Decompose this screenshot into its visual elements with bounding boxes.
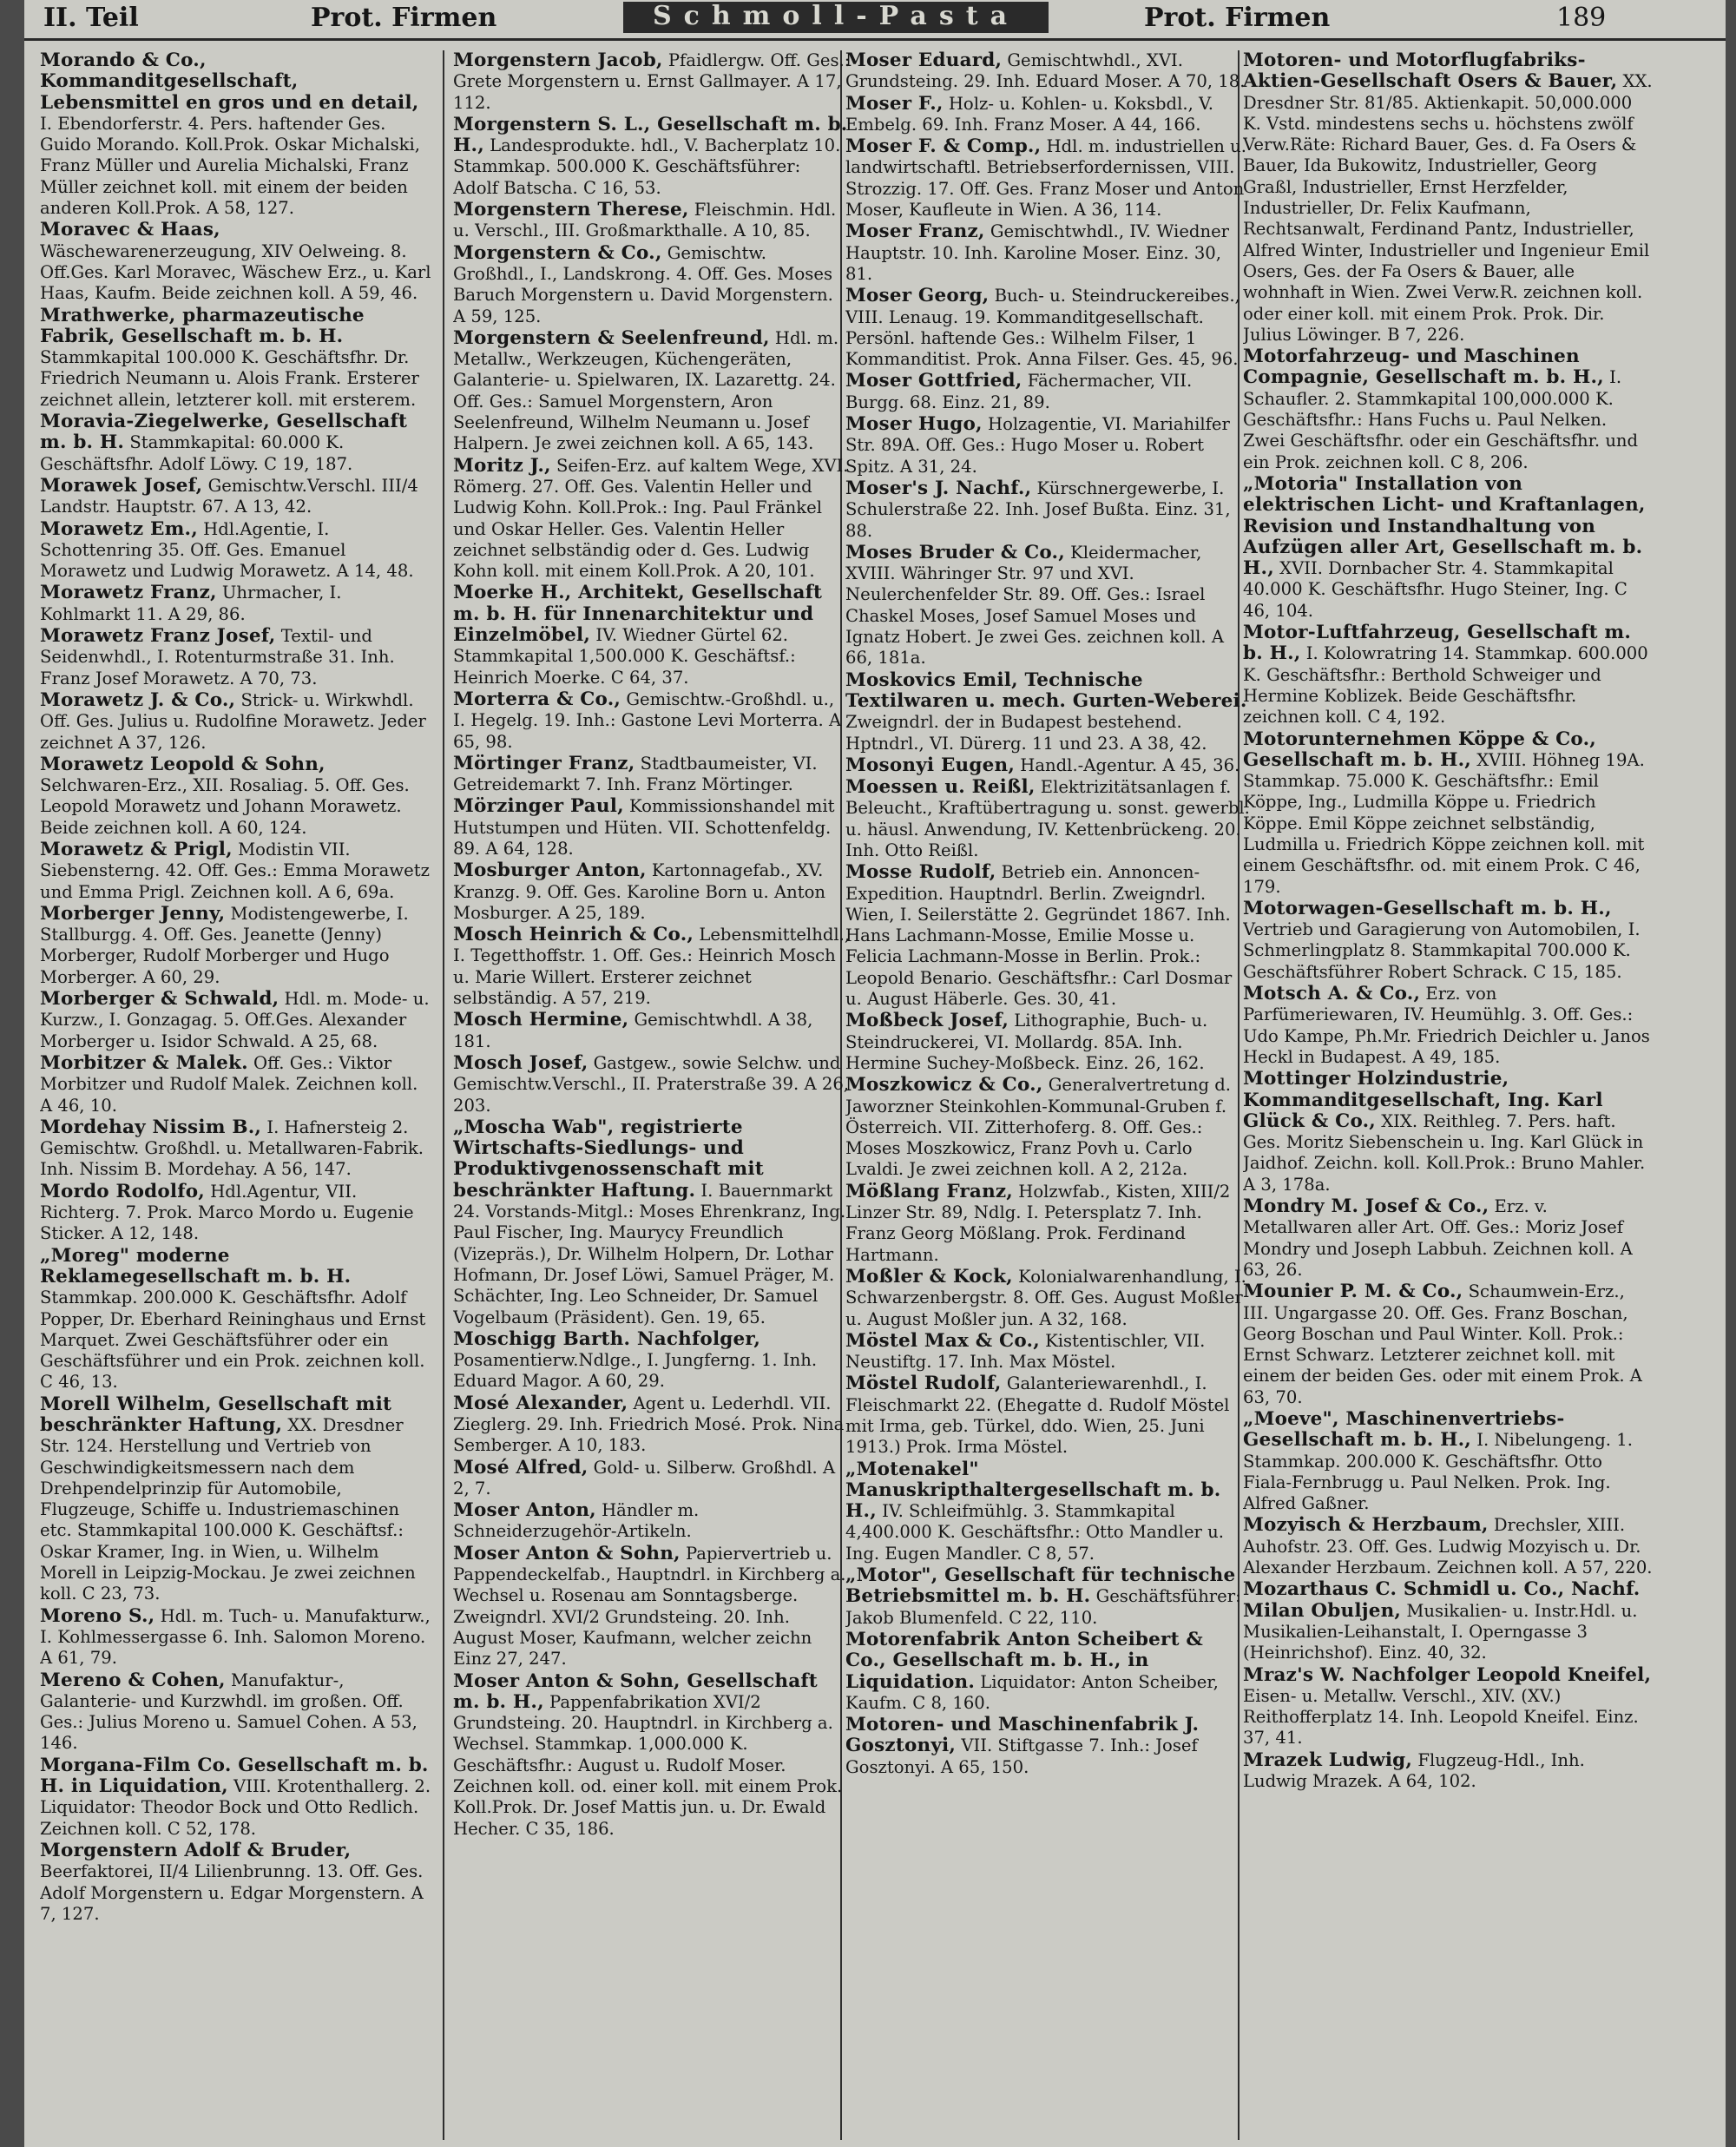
firm-details: Elektrizitätsanlagen f. Beleucht., Kraftübertragung u. sonst. gewerbl. u. häusl. Anwendung, IV. Kettenbrückeng. 20. Inh. Otto Reißl.	[845, 777, 1250, 860]
firm-name: Mosch Heinrich & Co.,	[453, 924, 694, 946]
firm-details: XX. Dresdner Str. 124. Herstellung und Vertrieb von Geschwindigkeitsmessern nach dem Drehpendelprinzip für Automobile, Flugzeuge, Schiffe u. Industriemaschinen etc. Stammkapital 100.000 K. Geschäftsf.: Oskar Kramer, Ing. in Wien, u. Wilhelm Morell in Leipzig-Mockau. Je zwei zeichnen koll. C 23, 73.	[40, 1415, 416, 1604]
firm-details: Fächermacher, VII. Burgg. 68. Einz. 21, 89.	[845, 371, 1193, 412]
firm-details: Gemischtw.Verschl. III/4 Landstr. Hauptstr. 67. A 13, 42.	[40, 475, 418, 517]
page-number: 189	[1556, 3, 1607, 33]
firm-name: Morgenstern Adolf & Bruder,	[40, 1839, 352, 1861]
directory-entry	[453, 796, 851, 859]
firm-name: „Motenakel" Manuskripthaltergesellschaft m. b. H.,	[845, 1458, 1221, 1523]
directory-entry	[453, 50, 851, 114]
firm-details: Gemischtw.-Großhdl. u., I. Hegelg. 19. Inh.: Gastone Levi Morterra. A 65, 98.	[453, 688, 842, 752]
directory-entry	[1243, 1196, 1653, 1281]
firm-name: Moser's J. Nachf.,	[845, 477, 1032, 499]
firm-details: XVII. Dornbacher Str. 4. Stammkapital 40.000 K. Geschäftsfhr. Hugo Steiner, Ing. C 46, 104.	[1243, 558, 1628, 621]
directory-entry	[40, 412, 432, 475]
directory-entry	[845, 1565, 1250, 1629]
firm-details: IV. Schleifmühlg. 3. Stammkapital 4,400.000 K. Geschäftsfhr.: Otto Mandler u. Ing. Eugen Mandler. C 8, 57.	[845, 1501, 1224, 1564]
firm-details: Pappenfabrikation XVI/2 Grundsteing. 20. Hauptndrl. in Kirchberg a. Wechsel. Stammkap. 1,000.000 K. Geschäftsfhr.: August u. Rudolf Moser. Zeichnen koll. od. einer koll. mit einem Prok. Koll.Prok. Dr. Josef Mattis jun. u. Dr. Ewald Hecher. C 35, 186.	[453, 1691, 843, 1839]
directory-entry	[40, 690, 432, 754]
firm-name: Motorunternehmen Köppe & Co., Gesellschaft m. b. H.,	[1243, 728, 1596, 771]
directory-entry	[1243, 622, 1653, 728]
firm-name: Mereno & Cohen,	[40, 1669, 226, 1691]
firm-name: Morawetz Leopold & Sohn,	[40, 753, 326, 775]
directory-entry	[845, 221, 1250, 285]
directory-entry	[1243, 1069, 1653, 1195]
firm-name: Motsch A. & Co.,	[1243, 983, 1421, 1005]
firm-details: VIII. Krotenthallerg. 2. Liquidator: Theodor Bock und Otto Redlich. Zeichnen koll. C 52, 178.	[40, 1776, 431, 1839]
firm-name: Moser Hugo,	[845, 413, 983, 436]
firm-name: Mosonyi Eugen,	[845, 754, 1016, 776]
firm-name: Morbitzer & Malek.	[40, 1051, 248, 1074]
firm-name: Mößlang Franz,	[845, 1180, 1013, 1202]
page-header	[24, 0, 1726, 41]
directory-entry	[453, 1544, 851, 1670]
firm-name: Mraz's W. Nachfolger Leopold Kneifel,	[1243, 1663, 1652, 1686]
directory-entry	[845, 1630, 1250, 1714]
firm-name: „Moscha Wab", registrierte Wirtschafts-Siedlungs- und Produktivgenossenschaft mit beschränkter Haftung.	[453, 1116, 764, 1202]
directory-entry	[453, 200, 851, 242]
firm-name: Morterra & Co.,	[453, 688, 621, 710]
directory-entry	[40, 220, 432, 304]
directory-entry	[40, 1841, 432, 1925]
firm-details: Manufaktur-, Galanterie- und Kurzwhdl. im großen. Off. Ges.: Julius Moreno u. Samuel Cohen. A 53, 146.	[40, 1670, 418, 1754]
firm-name: Moser Eduard,	[845, 50, 1003, 71]
directory-entry	[1243, 1409, 1653, 1514]
firm-details: Musikalien- u. Instr.Hdl. u. Musikalien-Leihanstalt, I. Operngasse 3 (Heinrichshof). Einz. 40, 32.	[1243, 1600, 1638, 1663]
directory-entry	[453, 1117, 851, 1328]
firm-details: Lithographie, Buch- u. Steindruckerei, VI. Mollardg. 85A. Inh. Hermine Suchey-Moßbeck. Einz. 26, 162.	[845, 1011, 1208, 1073]
firm-details: Kartonnagefab., XV. Kranzg. 9. Off. Ges. Karoline Born u. Anton Mosburger. A 25, 189.	[453, 860, 826, 923]
firm-name: Moser F. & Comp.,	[845, 135, 1042, 158]
firm-name: Mondry M. Josef & Co.,	[1243, 1195, 1489, 1218]
directory-entry	[453, 456, 851, 583]
directory-entry	[845, 1715, 1250, 1778]
directory-entry	[453, 1458, 851, 1500]
firm-details: Gold- u. Silberw. Großhdl. A 2, 7.	[453, 1457, 836, 1498]
directory-entry	[845, 755, 1250, 776]
firm-name: Morawetz & Prigl,	[40, 838, 233, 860]
directory-entry	[40, 1755, 432, 1840]
firm-name: Moser Anton & Sohn,	[453, 1542, 681, 1564]
firm-name: Morberger Jenny,	[40, 902, 226, 925]
firm-name: Morgenstern Jacob,	[453, 50, 663, 71]
directory-entry	[1243, 1750, 1653, 1793]
firm-name: Moser Franz,	[845, 221, 985, 243]
firm-name: Moravec & Haas,	[40, 219, 220, 241]
directory-entry	[453, 754, 851, 796]
firm-details: Hdl. m. Tuch- u. Manufakturw., I. Kohlmessergasse 6. Inh. Salomon Moreno. A 61, 79.	[40, 1605, 431, 1669]
firm-details: Eisen- u. Metallw. Verschl., XIV. (XV.) Reithofferplatz 14. Inh. Leopold Kneifel. Einz. 37, 41.	[1243, 1685, 1639, 1749]
firm-name: Moser Gottfried,	[845, 370, 1023, 392]
firm-name: Morgenstern & Co.,	[453, 241, 662, 264]
directory-entry	[453, 1329, 851, 1393]
firm-name: Moskovics Emil, Technische Textilwaren u. mech. Gurten-Weberei.	[845, 668, 1247, 712]
firm-details: Off. Ges.: Viktor Morbitzer und Rudolf Malek. Zeichnen koll. A 46, 10.	[40, 1052, 418, 1116]
firm-name: Mosé Alfred,	[453, 1456, 589, 1479]
firm-details: Pfaidlergw. Off. Ges.: Grete Morgenstern u. Ernst Gallmayer. A 17, 112.	[453, 50, 851, 113]
firm-name: „Moeve", Maschinenvertriebs-Gesellschaft m. b. H.,	[1243, 1408, 1565, 1452]
firm-details: Gastgew., sowie Selchw. und Gemischtw.Verschl., II. Praterstraße 39. A 26, 203.	[453, 1052, 850, 1116]
firm-name: Mottinger Holzindustrie, Kommanditgesellschaft, Ing. Karl Glück & Co.,	[1243, 1068, 1603, 1132]
firm-details: VII. Stiftgasse 7. Inh.: Josef Gosztonyi. A 65, 150.	[845, 1735, 1198, 1777]
firm-details: Selchwaren-Erz., XII. Rosaliag. 5. Off. Ges. Leopold Morawetz und Johann Morawetz. Beide zeichnen koll. A 60, 124.	[40, 775, 410, 838]
directory-entry	[453, 689, 851, 753]
firm-details: Holzagentie, VI. Mariahilfer Str. 89A. Off. Ges.: Hugo Moser u. Robert Spitz. A 31, 24.	[845, 414, 1230, 477]
directory-entry	[453, 860, 851, 924]
firm-name: Moerke H., Architekt, Gesellschaft m. b. H. für Innenarchitektur und Einzelmöbel,	[453, 582, 823, 647]
firm-details: Kleidermacher, XVIII. Währinger Str. 97 und XVI. Neulerchenfelder Str. 89. Off. Ges.: Israel Chaskel Moses, Josef Samuel Moses und Ignatz Hobert. Je zwei Ges. zeichnen koll. A 66, 181a.	[845, 542, 1224, 668]
directory-entry	[845, 1182, 1250, 1266]
firm-name: Motor-Luftfahrzeug, Gesellschaft m. b. H.,	[1243, 622, 1632, 665]
firm-details: IV. Wiedner Gürtel 62. Stammkapital 1,500.000 K. Geschäftsf.: Heinrich Moerke. C 64, 37.	[453, 625, 796, 688]
firm-details: Galanteriewarenhdl., I. Fleischmarkt 22. (Ehegatte d. Rudolf Möstel mit Irma, geb. Türkel, ddo. Wien, 25. Juni 1913.) Prok. Irma Möstel.	[845, 1373, 1230, 1458]
firm-details: Generalvertretung d. Jaworzner Steinkohlen-Kommunal-Gruben f. Österreich. VII. Zitterhoferg. 8. Off. Ges.: Moses Moszkowicz, Franz Povh u. Carlo Lvaldi. Je zwei zeichnen koll. A 2, 212a.	[845, 1075, 1232, 1180]
directory-entry	[1243, 1281, 1653, 1408]
directory-entry	[845, 478, 1250, 542]
firm-details: Kürschnergewerbe, I. Schulerstraße 22. Inh. Josef Bußta. Einz. 31, 88.	[845, 477, 1231, 541]
firm-name: Mosburger Anton,	[453, 859, 647, 882]
directory-entry	[845, 1331, 1250, 1373]
firm-details: I. Ebendorferstr. 4. Pers. haftender Ges. Guido Morando. Koll.Prok. Oskar Michalski, Franz Müller und Aurelia Michalski, Franz Müller zeichnet koll. mit einem der beiden anderen Koll.Prok. A 58, 127.	[40, 113, 420, 219]
firm-name: Moser Georg,	[845, 285, 990, 307]
firm-details: Wäschewarenerzeugung, XIV Oelweing. 8. Off.Ges. Karl Moravec, Wäschew Erz., u. Karl Haas, Kaufm. Beide zeichnen koll. A 59, 46.	[40, 240, 431, 304]
firm-name: Mosse Rudolf,	[845, 861, 996, 884]
firm-name: Mozarthaus C. Schmidl u. Co., Nachf. Milan Obuljen,	[1243, 1578, 1641, 1622]
firm-details: I. Schaufler. 2. Stammkapital 100,000.000 K. Geschäftsfhr.: Hans Fuchs u. Paul Nelken. Zwei Geschäftsfhr. oder ein Geschäftsfhr. und ein Prok. zeichnen koll. C 8, 206.	[1243, 367, 1639, 472]
directory-entry	[40, 904, 432, 988]
directory-entry	[40, 306, 432, 411]
advertisement-banner: Schmoll-Pasta	[623, 2, 1049, 33]
firm-name: Mordehay Nissim B.,	[40, 1116, 262, 1138]
firm-details: Erz. von Parfümeriewaren, IV. Heumühlg. 3. Off. Ges.: Udo Kampe, Ph.Mr. Friedrich Deichler u. Janos Heckl in Budapest. A 49, 185.	[1243, 984, 1650, 1067]
firm-name: Morando & Co., Kommanditgesellschaft, Lebensmittel en gros und en detail,	[40, 50, 419, 114]
firm-details: I. Kolowratring 14. Stammkap. 600.000 K. Geschäftsfhr.: Berthold Schweiger und Hermine Koblizek. Beide Geschäftsfhr. zeichnen koll. C 4, 192.	[1243, 643, 1648, 728]
firm-name: Moßbeck Josef,	[845, 1010, 1009, 1032]
firm-details: XIX. Reithleg. 7. Pers. haft. Ges. Moritz Siebenschein u. Ing. Karl Glück in Jaidhof. Zeichn. koll. Koll.Prok.: Bruno Mahler. A 3, 178a.	[1243, 1110, 1646, 1195]
directory-entry	[845, 1373, 1250, 1458]
directory-entry	[845, 414, 1250, 477]
firm-details: Betrieb ein. Annoncen-Expedition. Hauptndrl. Berlin. Zweigndrl. Wien, I. Seilerstätte 2. Gegründet 1867. Inh. Hans Lachmann-Mosse, Emilie Mosse u. Felicia Lachmann-Mosse in Berlin. Prok.: Leopold Benario. Geschäftsfhr.: Carl Dosmar u. August Häberle. Ges. 30, 41.	[845, 862, 1233, 1010]
firm-name: Morawetz Em.,	[40, 517, 198, 540]
firm-details: Stadtbaumeister, VI. Getreidemarkt 7. Inh. Franz Mörtinger.	[453, 753, 818, 795]
firm-name: Morell Wilhelm, Gesellschaft mit beschränkter Haftung,	[40, 1393, 392, 1436]
firm-details: Hdl. m. Mode- u. Kurzw., I. Gonzagag. 5. Off.Ges. Alexander Morberger u. Isidor Schwald. A 25, 68.	[40, 989, 430, 1051]
firm-name: Mörzinger Paul,	[453, 795, 624, 818]
firm-details: I. Nibelungeng. 1. Stammkap. 200.000 K. Geschäftsfhr. Otto Fiala-Fernbrugg u. Paul Nelken. Prok. Ing. Alfred Gaßner.	[1243, 1430, 1633, 1514]
firm-details: Textil- und Seidenwhdl., I. Rotenturmstraße 31. Inh. Franz Josef Morawetz. A 70, 73.	[40, 626, 395, 688]
directory-entry	[1243, 346, 1653, 473]
column-1	[40, 50, 432, 2140]
firm-details: Buch- u. Steindruckereibes., VIII. Lenaug. 19. Kommanditgesellschaft. Persönl. haftende Ges.: Wilhelm Filser, 1 Kommanditist. Prok. Anna Filser. Ges. 45, 96.	[845, 286, 1240, 370]
firm-details: Stammkapital 100.000 K. Geschäftsfhr. Dr. Friedrich Neumann u. Alois Frank. Ersterer zeichnet allein, letzterer koll. mit ersterem.	[40, 347, 419, 410]
directory-entry	[845, 670, 1250, 754]
firm-name: Moser Anton,	[453, 1499, 596, 1522]
firm-name: Moses Bruder & Co.,	[845, 541, 1065, 563]
firm-name: Mörtinger Franz,	[453, 752, 635, 774]
firm-name: Moravia-Ziegelwerke, Gesellschaft m. b. H.	[40, 411, 408, 454]
directory-entry	[453, 1393, 851, 1457]
firm-details: Kistentischler, VII. Neustiftg. 17. Inh. Max Möstel.	[845, 1330, 1206, 1373]
firm-name: Morgenstern Therese,	[453, 199, 689, 221]
firm-name: Morgenstern & Seelenfreund,	[453, 326, 770, 349]
directory-entry	[453, 583, 851, 688]
firm-details: Drechsler, XIII. Auhofstr. 23. Off. Ges. Ludwig Mozyisch u. Dr. Alexander Herzbaum. Zeichnen koll. A 57, 220.	[1243, 1515, 1653, 1578]
firm-name: Motorwagen-Gesellschaft m. b. H.,	[1243, 897, 1612, 919]
firm-details: Seifen-Erz. auf kaltem Wege, XVI. Römerg. 27. Off. Ges. Valentin Heller und Ludwig Kohn. Koll.Prok.: Ing. Paul Fränkel und Oskar Heller. Ges. Valentin Heller zeichnet selbständig oder d. Ges. Ludwig Kohn koll. mit einem Koll.Prok. A 20, 101.	[453, 455, 849, 582]
column-4	[1243, 50, 1653, 2140]
firm-name: Mounier P. M. & Co.,	[1243, 1281, 1463, 1303]
directory-entry	[40, 626, 432, 689]
firm-details: Papiervertrieb u. Pappendeckelfab., Hauptndrl. in Kirchberg a. Wechsel u. Rosenau am Sonntagsberge. Zweigndrl. XVI/2 Grundsteing. 20. Inh. August Moser, Kaufmann, welcher zeichn Einz 27, 247.	[453, 1543, 846, 1670]
part-label: II. Teil	[43, 3, 139, 33]
firm-details: Händler m. Schneiderzugehör-Artikeln.	[453, 1500, 700, 1542]
firm-details: Hdl.Agentie, I. Schottenring 35. Off. Ges. Emanuel Morawetz und Ludwig Morawetz. A 14, 48.	[40, 518, 414, 582]
directory-entry	[453, 328, 851, 455]
directory-entry	[845, 1011, 1250, 1074]
firm-details: Strick- u. Wirkwhdl. Off. Ges. Julius u. Rudolfine Morawetz. Jeder zeichnet A 37, 126.	[40, 689, 426, 753]
firm-name: Morgana-Film Co. Gesellschaft m. b. H. in Liquidation,	[40, 1754, 429, 1798]
firm-name: Möstel Max & Co.,	[845, 1329, 1040, 1352]
firm-details: Gemischtwhdl., XVI. Grundsteing. 29. Inh. Eduard Moser. A 70, 18.	[845, 50, 1246, 92]
directory-entry	[1243, 984, 1653, 1068]
directory-entry	[40, 476, 432, 518]
firm-name: Moreno S.,	[40, 1604, 155, 1627]
firm-details: Erz. v. Metallwaren aller Art. Off. Ges.: Moriz Josef Mondry und Joseph Labbuh. Zeichnen koll. A 63, 26.	[1243, 1196, 1633, 1280]
firm-name: Moßler & Kock,	[845, 1265, 1013, 1288]
firm-details: Gemischtwhdl., IV. Wiedner Hauptstr. 10. Inh. Karoline Moser. Einz. 30, 81.	[845, 221, 1230, 284]
firm-name: Morgenstern S. L., Gesellschaft m. b. H.,	[453, 113, 848, 157]
column-2	[453, 50, 851, 2140]
section-label-left: Prot. Firmen	[311, 3, 497, 33]
directory-entry	[40, 519, 432, 583]
directory-page	[24, 0, 1726, 2147]
firm-details: Fleischmin. Hdl. u. Verschl., III. Großmarkthalle. A 10, 85.	[453, 200, 837, 241]
directory-entry	[453, 243, 851, 327]
firm-name: Moser Anton & Sohn, Gesellschaft m. b. H.,	[453, 1670, 818, 1713]
firm-details: Landesprodukte. hdl., V. Bacherplatz 10. Stammkap. 500.000 K. Geschäftsführer: Adolf Batscha. C 16, 53.	[453, 135, 841, 198]
firm-details: Modistengewerbe, I. Stallburgg. 4. Off. Ges. Jeanette (Jenny) Morberger, Rudolf Morberger und Hugo Morberger. A 60, 29.	[40, 903, 409, 987]
firm-name: Mosch Josef,	[453, 1051, 589, 1074]
firm-name: Motorfahrzeug- und Maschinen Compagnie, Gesellschaft m. b. H.,	[1243, 346, 1604, 389]
directory-entry	[40, 50, 432, 219]
directory-entry	[845, 371, 1250, 413]
firm-details: Kolonialwarenhandlung, I. Schwarzenbergstr. 8. Off. Ges. August Moßler u. August Moßler jun. A 32, 168.	[845, 1266, 1246, 1329]
directory-entry	[453, 1010, 851, 1052]
directory-entry	[1243, 1515, 1653, 1578]
column-3	[845, 50, 1250, 2140]
firm-name: „Motoria" Installation von elektrischen Licht- und Kraftanlagen, Revision und Instandhaltung von Aufzügen aller Art, Gesellschaft m. b. H.,	[1243, 472, 1646, 580]
directory-entry	[40, 1394, 432, 1605]
column-divider	[443, 50, 444, 2140]
directory-entry	[40, 754, 432, 839]
firm-name: Morawetz Franz Josef,	[40, 625, 276, 648]
directory-entry	[453, 1053, 851, 1116]
directory-entry	[1243, 1579, 1653, 1663]
firm-name: Morawek Josef,	[40, 474, 203, 497]
firm-details: Vertrieb und Garagierung von Automobilen, I. Schmerlingplatz 8. Stammkapital 700.000 K. Geschäftsführer Robert Schrack. C 15, 185.	[1243, 919, 1641, 982]
firm-details: Flugzeug-Hdl., Inh. Ludwig Mrazek. A 64, 102.	[1243, 1749, 1585, 1792]
directory-entry	[845, 1075, 1250, 1180]
firm-details: Hdl.Agentur, VII. Richterg. 7. Prok. Marco Mordo u. Eugenie Sticker. A 12, 148.	[40, 1181, 414, 1244]
firm-name: Motoren- und Maschinenfabrik J. Gosztonyi,	[845, 1714, 1200, 1757]
directory-entry	[845, 1267, 1250, 1330]
firm-details: Uhrmacher, I. Kohlmarkt 11. A 29, 86.	[40, 583, 342, 624]
firm-name: Morberger & Schwald,	[40, 988, 279, 1011]
firm-details: Agent u. Lederhdl. VII. Zieglerg. 29. Inh. Friedrich Mosé. Prok. Nina Semberger. A 10, 183.	[453, 1393, 845, 1456]
firm-details: Liquidator: Anton Scheiber, Kaufm. C 8, 160.	[845, 1671, 1219, 1713]
directory-entry	[1243, 474, 1653, 622]
firm-name: Motoren- und Motorflugfabriks-Aktien-Gesellschaft Osers & Bauer,	[1243, 50, 1618, 93]
firm-details: Modistin VII. Siebensterng. 42. Off. Ges.: Emma Morawetz und Emma Prigl. Zeichnen koll. A 6, 69a.	[40, 839, 430, 902]
firm-name: Mosch Hermine,	[453, 1009, 629, 1031]
firm-name: Morawetz Franz,	[40, 582, 217, 604]
firm-name: Mrathwerke, pharmazeutische Fabrik, Gesellschaft m. b. H.	[40, 304, 365, 347]
firm-name: Mozyisch & Herzbaum,	[1243, 1514, 1489, 1537]
firm-details: Holz- u. Kohlen- u. Koksbdl., V. Embelg. 69. Inh. Franz Moser. A 44, 166.	[845, 93, 1213, 135]
directory-entry	[845, 862, 1250, 1010]
firm-details: Gemischtwhdl. A 38, 181.	[453, 1010, 813, 1051]
directory-entry	[40, 1246, 432, 1393]
firm-name: Möstel Rudolf,	[845, 1373, 1002, 1395]
firm-details: Posamentierw.Ndlge., I. Jungferng. 1. Inh. Eduard Magor. A 60, 29.	[453, 1350, 818, 1392]
firm-name: Moszkowicz & Co.,	[845, 1074, 1043, 1097]
directory-entry	[40, 1053, 432, 1116]
firm-details: Kommissionshandel mit Hutstumpen und Hüten. VII. Schottenfeldg. 89. A 64, 128.	[453, 796, 835, 859]
firm-name: Mordo Rodolfo,	[40, 1180, 205, 1202]
firm-details: Zweigndrl. der in Budapest bestehend. Hptndrl., VI. Dürerg. 11 und 23. A 38, 42.	[845, 712, 1207, 754]
directory-entry	[1243, 899, 1653, 983]
firm-details: Stammkapital: 60.000 K. Geschäftsfhr. Adolf Löwy. C 19, 187.	[40, 432, 353, 474]
directory-entry	[40, 583, 432, 625]
firm-name: Moser F.,	[845, 92, 944, 115]
firm-details: Stammkap. 200.000 K. Geschäftsfhr. Adolf Popper, Dr. Eberhard Reininghaus und Ernst Marquet. Zwei Geschäftsführer oder ein Geschäftsführer und ein Prok. zeichnen koll. C 46, 13.	[40, 1288, 426, 1393]
firm-name: Moschigg Barth. Nachfolger,	[453, 1327, 761, 1350]
firm-name: „Motor", Gesellschaft für technische Betriebsmittel m. b. H.	[845, 1564, 1236, 1608]
firm-details: Hdl. m. industriellen u. landwirtschaftl. Betriebserfordernissen, VIII. Strozzig. 17. Off. Ges. Franz Moser und Anton Moser, Kaufleute in Wien. A 36, 114.	[845, 136, 1246, 221]
firm-details: Holzwfab., Kisten, XIII/2 Linzer Str. 89, Ndlg. I. Petersplatz 7. Inh. Franz Georg Mößlang. Prok. Ferdinand Hartmann.	[845, 1181, 1231, 1265]
directory-entry	[845, 94, 1250, 136]
directory-entry	[845, 50, 1250, 93]
directory-entry	[845, 286, 1250, 370]
firm-name: Motorenfabrik Anton Scheibert & Co., Gesellschaft m. b. H., in Liquidation.	[845, 1628, 1204, 1693]
firm-details: Lebensmittelhdl., I. Tegetthoffstr. 1. Off. Ges.: Heinrich Mosch u. Marie Willert. Ersterer zeichnet selbständig. A 57, 219.	[453, 925, 851, 1009]
directory-entry	[40, 1670, 432, 1755]
directory-entry	[453, 1500, 851, 1543]
firm-details: Gemischtw. Großhdl., I., Landskrong. 4. Off. Ges. Moses Baruch Morgenstern u. David Morgenstern. A 59, 125.	[453, 242, 833, 326]
directory-entry	[453, 925, 851, 1009]
directory-entry	[453, 1671, 851, 1840]
firm-details: Beerfaktorei, II/4 Lilienbrunng. 13. Off. Ges. Adolf Morgenstern u. Edgar Morgenstern. A 7, 127.	[40, 1861, 424, 1924]
firm-name: Mrazek Ludwig,	[1243, 1749, 1413, 1771]
directory-entry	[845, 543, 1250, 669]
directory-entry	[453, 115, 851, 199]
directory-entry	[845, 1459, 1250, 1564]
firm-name: Moessen u. Reißl,	[845, 776, 1036, 799]
directory-entry	[40, 840, 432, 903]
directory-entry	[1243, 729, 1653, 898]
firm-name: Morawetz J. & Co.,	[40, 688, 236, 711]
directory-entry	[40, 1606, 432, 1670]
firm-details: XVIII. Höhneg 19A. Stammkap. 75.000 K. Geschäftsfhr.: Emil Köppe, Ing., Ludmilla Köppe u. Friedrich Köppe. Emil Köppe zeichnet selbständig, Ludmilla u. Friedrich Köppe zeichnen koll. mit einem Geschäftsfhr. od. mit einem Prok. C 46, 179.	[1243, 749, 1645, 897]
firm-details: Geschäftsführer: Jakob Blumenfeld. C 22, 110.	[845, 1586, 1241, 1628]
directory-entry	[1243, 1665, 1653, 1749]
firm-name: „Moreg" moderne Reklamegesellschaft m. b. H.	[40, 1244, 352, 1288]
firm-details: XX. Dresdner Str. 81/85. Aktienkapit. 50,000.000 K. Vstd. mindestens sechs u. höchstens zwölf Verw.Räte: Richard Bauer, Ges. d. Fa Osers & Bauer, Ida Bukowitz, Industrieller, Georg Graßl, Industrieller, Ernst Herzfelder, Industrieller, Dr. Felix Kaufmann, Rechtsanwalt, Ferdinand Pantz, Industrieller, Alfred Winter, Industrieller und Ingenieur Emil Osers, Ges. der Fa Osers & Bauer, alle wohnhaft in Wien. Zwei Verw.R. zeichnen koll. oder einer koll. mit einem Prok. Prok. Dir. Julius Löwinger. B 7, 226.	[1243, 71, 1653, 345]
firm-name: Moritz J.,	[453, 454, 551, 477]
firm-name: Mosé Alexander,	[453, 1392, 628, 1414]
firm-details: I. Bauernmarkt 24. Vorstands-Mitgl.: Moses Ehrenkranz, Ing. Paul Fischer, Ing. Maurycy Freundlich (Vizepräs.), Dr. Wilhelm Holpern, Dr. Lothar Hofmann, Dr. Josef Löwi, Samuel Präger, M. Schächter, Ing. Leo Schneider, Dr. Samuel Vogelbaum (Präsident). Gen. 19, 65.	[453, 1180, 846, 1327]
firm-details: I. Hafnersteig 2. Gemischtw. Großhdl. u. Metallwaren-Fabrik. Inh. Nissim B. Mordehay. A 56, 147.	[40, 1116, 424, 1180]
section-label-right: Prot. Firmen	[1144, 3, 1331, 33]
directory-entry	[40, 1117, 432, 1181]
firm-details: Hdl. m. Metallw., Werkzeugen, Küchengeräten, Galanterie- u. Spielwaren, IX. Lazarettg. 24. Off. Ges.: Samuel Morgenstern, Aron Seelenfreund, Wilhelm Neumann u. Josef Halpern. Je zwei zeichnen koll. A 65, 143.	[453, 327, 839, 454]
directory-entry	[1243, 50, 1653, 346]
directory-entry	[40, 989, 432, 1052]
directory-entry	[40, 1182, 432, 1245]
firm-details: Handl.-Agentur. A 45, 36.	[1020, 754, 1240, 775]
directory-entry	[845, 136, 1250, 221]
firm-details: Schaumwein-Erz., III. Ungargasse 20. Off. Ges. Franz Boschan, Georg Boschan und Paul Winter. Koll. Prok.: Ernst Schwarz. Letzterer zeichnet koll. mit einem der beiden Ges. oder mit einem Prok. A 63, 70.	[1243, 1281, 1642, 1407]
directory-entry	[845, 777, 1250, 861]
